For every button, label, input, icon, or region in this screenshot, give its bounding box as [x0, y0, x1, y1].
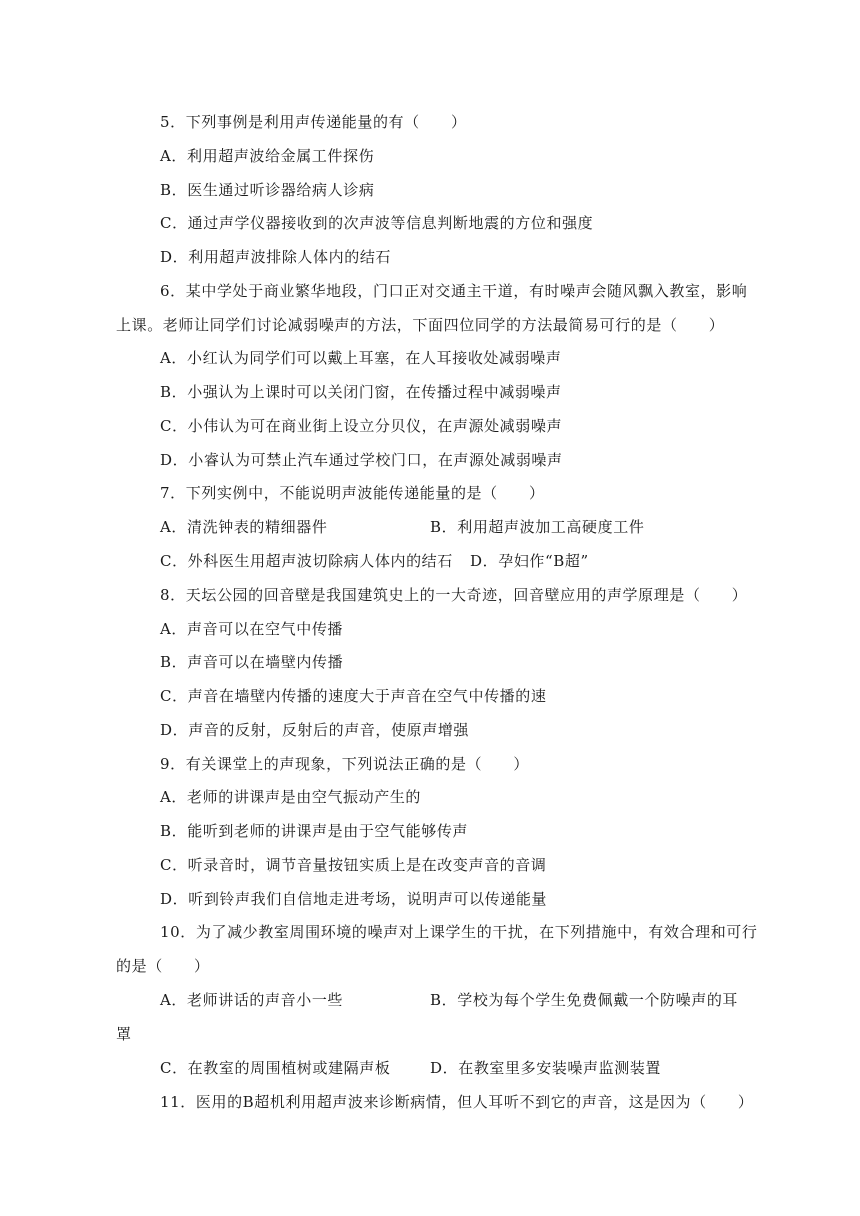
- question-8-stem: 8．天坛公园的回音壁是我国建筑史上的一大奇迹，回音壁应用的声学原理是（ ）: [160, 586, 748, 604]
- question-9-stem: 9．有关课堂上的声现象，下列说法正确的是（ ）: [160, 755, 529, 773]
- question-10-option-c: C．在教室的周围植树或建隔声板: [160, 1059, 391, 1077]
- question-5-option-c: C．通过声学仪器接收到的次声波等信息判断地震的方位和强度: [160, 214, 594, 232]
- question-6-stem-line1: 6．某中学处于商业繁华地段，门口正对交通主干道，有时噪声会随风飘入教室，影响: [160, 282, 748, 300]
- question-10-option-b: B．学校为每个学生免费佩戴一个防噪声的耳: [430, 991, 739, 1009]
- question-7-stem: 7．下列实例中，不能说明声波能传递能量的是（ ）: [160, 484, 545, 502]
- question-8-option-c: C．声音在墙壁内传播的速度大于声音在空气中传播的速: [160, 687, 547, 705]
- question-7-option-b: B．利用超声波加工高硬度工件: [430, 518, 645, 536]
- question-6-option-a: A．小红认为同学们可以戴上耳塞，在人耳接收处减弱噪声: [160, 349, 562, 367]
- question-5-option-b: B．医生通过听诊器给病人诊病: [160, 181, 375, 199]
- question-10-stem-line2: 的是（ ）: [116, 957, 210, 975]
- question-6-stem-line2: 上课。老师让同学们讨论减弱噪声的方法，下面四位同学的方法最简易可行的是（ ）: [116, 316, 725, 334]
- question-10-option-d: D．在教室里多安装噪声监测装置: [430, 1059, 662, 1077]
- question-9-option-a: A．老师的讲课声是由空气振动产生的: [160, 788, 422, 806]
- question-11-stem: 11．医用的B超机利用超声波来诊断病情，但人耳听不到它的声音，这是因为（ ）: [160, 1093, 754, 1111]
- question-5-option-d: D．利用超声波排除人体内的结石: [160, 248, 392, 266]
- question-10-option-a: A．老师讲话的声音小一些: [160, 991, 344, 1009]
- question-8-option-b: B．声音可以在墙壁内传播: [160, 653, 344, 671]
- question-8-option-a: A．声音可以在空气中传播: [160, 620, 344, 638]
- question-9-option-b: B．能听到老师的讲课声是由于空气能够传声: [160, 822, 469, 840]
- question-6-option-d: D．小睿认为可禁止汽车通过学校门口，在声源处减弱噪声: [160, 451, 563, 469]
- question-5-stem: 5．下列事例是利用声传递能量的有（ ）: [160, 113, 467, 131]
- question-6-option-b: B．小强认为上课时可以关闭门窗，在传播过程中减弱噪声: [160, 383, 562, 401]
- question-9-option-d: D．听到铃声我们自信地走进考场，说明声可以传递能量: [160, 890, 548, 908]
- question-9-option-c: C．听录音时，调节音量按钮实质上是在改变声音的音调: [160, 856, 547, 874]
- question-7-option-d: D．孕妇作“B超”: [470, 552, 589, 570]
- question-6-option-c: C．小伟认为可在商业街上设立分贝仪，在声源处减弱噪声: [160, 417, 563, 435]
- question-8-option-d: D．声音的反射，反射后的声音，使原声增强: [160, 721, 470, 739]
- question-10-option-b-wrap: 罩: [116, 1025, 132, 1043]
- question-7-option-a: A．清洗钟表的精细器件: [160, 518, 328, 536]
- question-10-stem-line1: 10．为了减少教室周围环境的噪声对上课学生的干扰，在下列措施中，有效合理和可行: [160, 923, 758, 941]
- question-5-option-a: A．利用超声波给金属工件探伤: [160, 147, 375, 165]
- question-7-option-c: C．外科医生用超声波切除病人体内的结石: [160, 552, 453, 570]
